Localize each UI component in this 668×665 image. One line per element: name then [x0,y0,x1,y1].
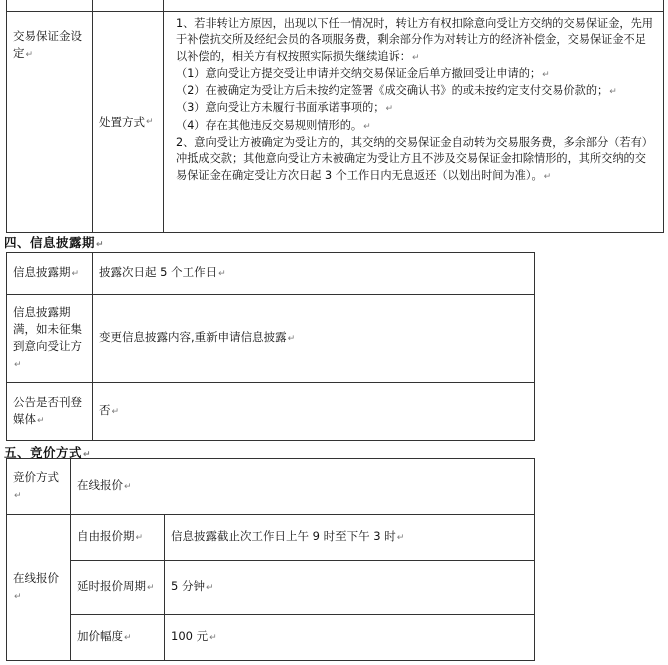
disclosure-period-value: 披露次日起 5 个工作日↵ [93,253,535,295]
empty-cell [7,0,93,12]
rule-item-1: （1）意向受让方提交受让申请并交纳交易保证金后单方撤回受让申请的；↵ [176,66,550,80]
handling-method-content [164,12,664,233]
disclosure-table [6,252,535,441]
empty-cell [164,0,664,12]
bid-increment-value: 100 元↵ [165,615,535,661]
bidding-table [6,458,535,661]
extension-period-value: 5 分钟↵ [165,561,535,615]
rule-paragraph-2: 2、意向受让方被确定为受让方的，其交纳的交易保证金自动转为交易服务费，多余部分（若有）冲抵成交款；其他意向受让方未被确定为受让方且不涉及交易保证金扣除情形的，其所交纳的交易保证金在确定受让方次日起 3 个工作日内无息返还（以划出时间为准）。↵ [176,136,653,182]
rule-item-4: （4）存在其他违反交易规则情形的。↵ [176,118,371,132]
rule-paragraph-1: 1、若非转让方原因，出现以下任一情况时，转让方有权扣除意向受让方交纳的交易保证金，先用于补偿抗交所及经纪会员的各项服务费，剩余部分作为对转让方的经济补偿金，交易保证金不足以补偿的，相关方有权按照实际损失继续追诉：↵ [176,17,653,63]
bond-settings-label: 交易保证金设定↵ [7,12,93,233]
free-bid-period-label: 自由报价期↵ [71,515,165,561]
handling-method-cell [93,12,164,233]
media-publish-value: 否↵ [93,383,535,441]
online-bidding-label: 在线报价↵ [7,515,71,661]
handling-method-label: 处置方式 ↵ [99,114,154,129]
no-bidder-value: 变更信息披露内容,重新申请信息披露↵ [93,295,535,383]
section-5-heading: 五、竞价方式↵ [4,445,92,460]
rule-item-2: （2）在被确定为受让方后未按约定签署《成交确认书》的或未按约定支付交易价款的；↵ [176,84,617,98]
section-4-heading: 四、信息披露期↵ [4,235,105,250]
media-publish-label: 公告是否刊登媒体↵ [7,383,93,441]
free-bid-period-value: 信息披露截止次工作日上午 9 时至下午 3 时↵ [165,515,535,561]
bond-settings-table [6,0,664,233]
rule-item-3: （3）意向受让方未履行书面承诺事项的；↵ [176,101,394,115]
disclosure-period-label: 信息披露期↵ [7,253,93,295]
bid-increment-label: 加价幅度↵ [71,615,165,661]
bidding-method-label: 竞价方式↵ [7,459,71,515]
bidding-method-value: 在线报价↵ [71,459,535,515]
empty-cell [93,0,164,12]
extension-period-label: 延时报价周期↵ [71,561,165,615]
no-bidder-label: 信息披露期满，如未征集到意向受让方↵ [7,295,93,383]
